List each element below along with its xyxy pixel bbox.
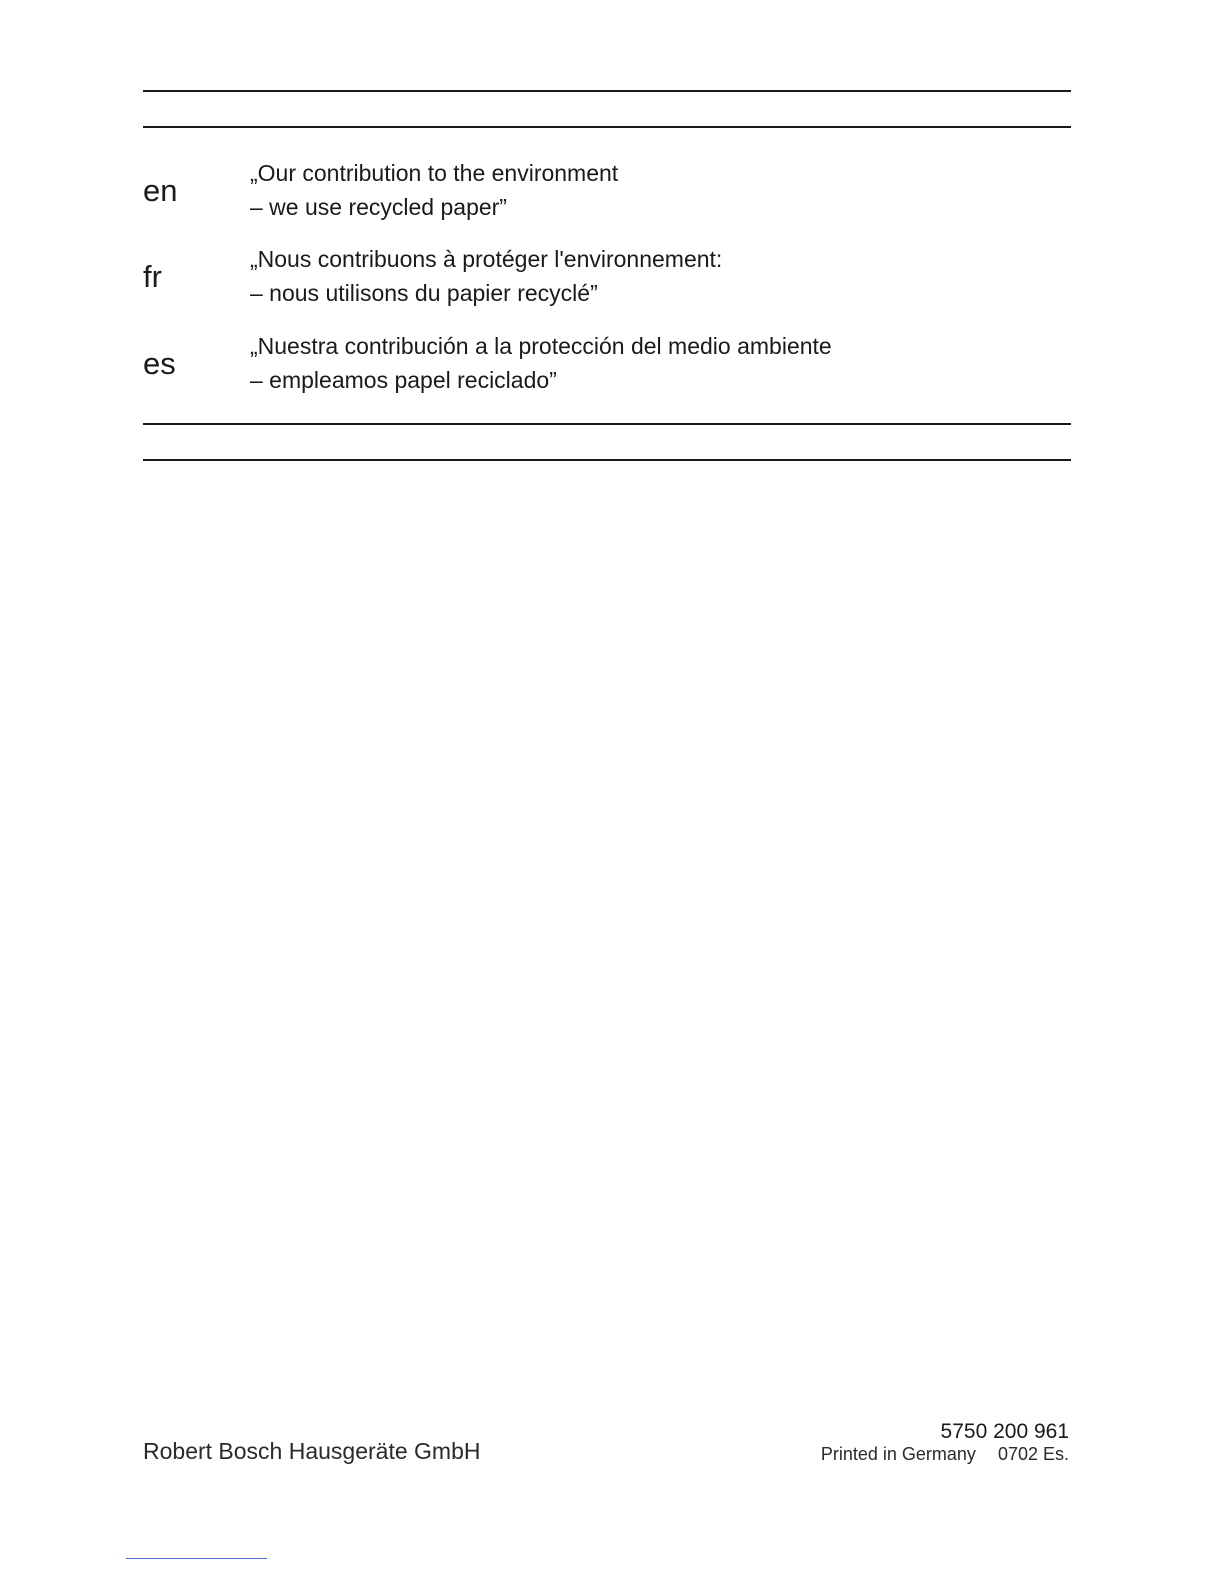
text-line-2: – empleamos papel reciclado” [250, 367, 557, 393]
print-info [821, 1443, 1069, 1465]
language-text [250, 156, 618, 224]
language-text [250, 242, 722, 310]
language-code: fr [143, 259, 162, 294]
text-line-1: „Nuestra contribución a la protección del medio ambiente [250, 333, 832, 359]
document-number: 5750 200 961 [940, 1420, 1069, 1443]
printed-in: Printed in Germany [820, 1444, 976, 1464]
company-name: Robert Bosch Hausgeräte GmbH [143, 1438, 481, 1464]
language-code: en [143, 173, 178, 208]
language-text [250, 329, 832, 397]
language-code: es [143, 346, 176, 381]
print-code: 0702 Es. [997, 1444, 1069, 1464]
text-line-1: „Our contribution to the environment [250, 160, 619, 186]
text-line-2: – nous utilisons du papier recyclé” [250, 280, 598, 306]
top-rule-2 [143, 126, 1071, 128]
link-underline [126, 1558, 267, 1559]
text-line-2: – we use recycled paper” [250, 194, 507, 220]
top-rule-1 [143, 90, 1071, 92]
text-line-1: „Nous contribuons à protéger l'environnement: [250, 246, 723, 272]
bottom-rule-2 [143, 459, 1071, 461]
bottom-rule-1 [143, 423, 1071, 425]
